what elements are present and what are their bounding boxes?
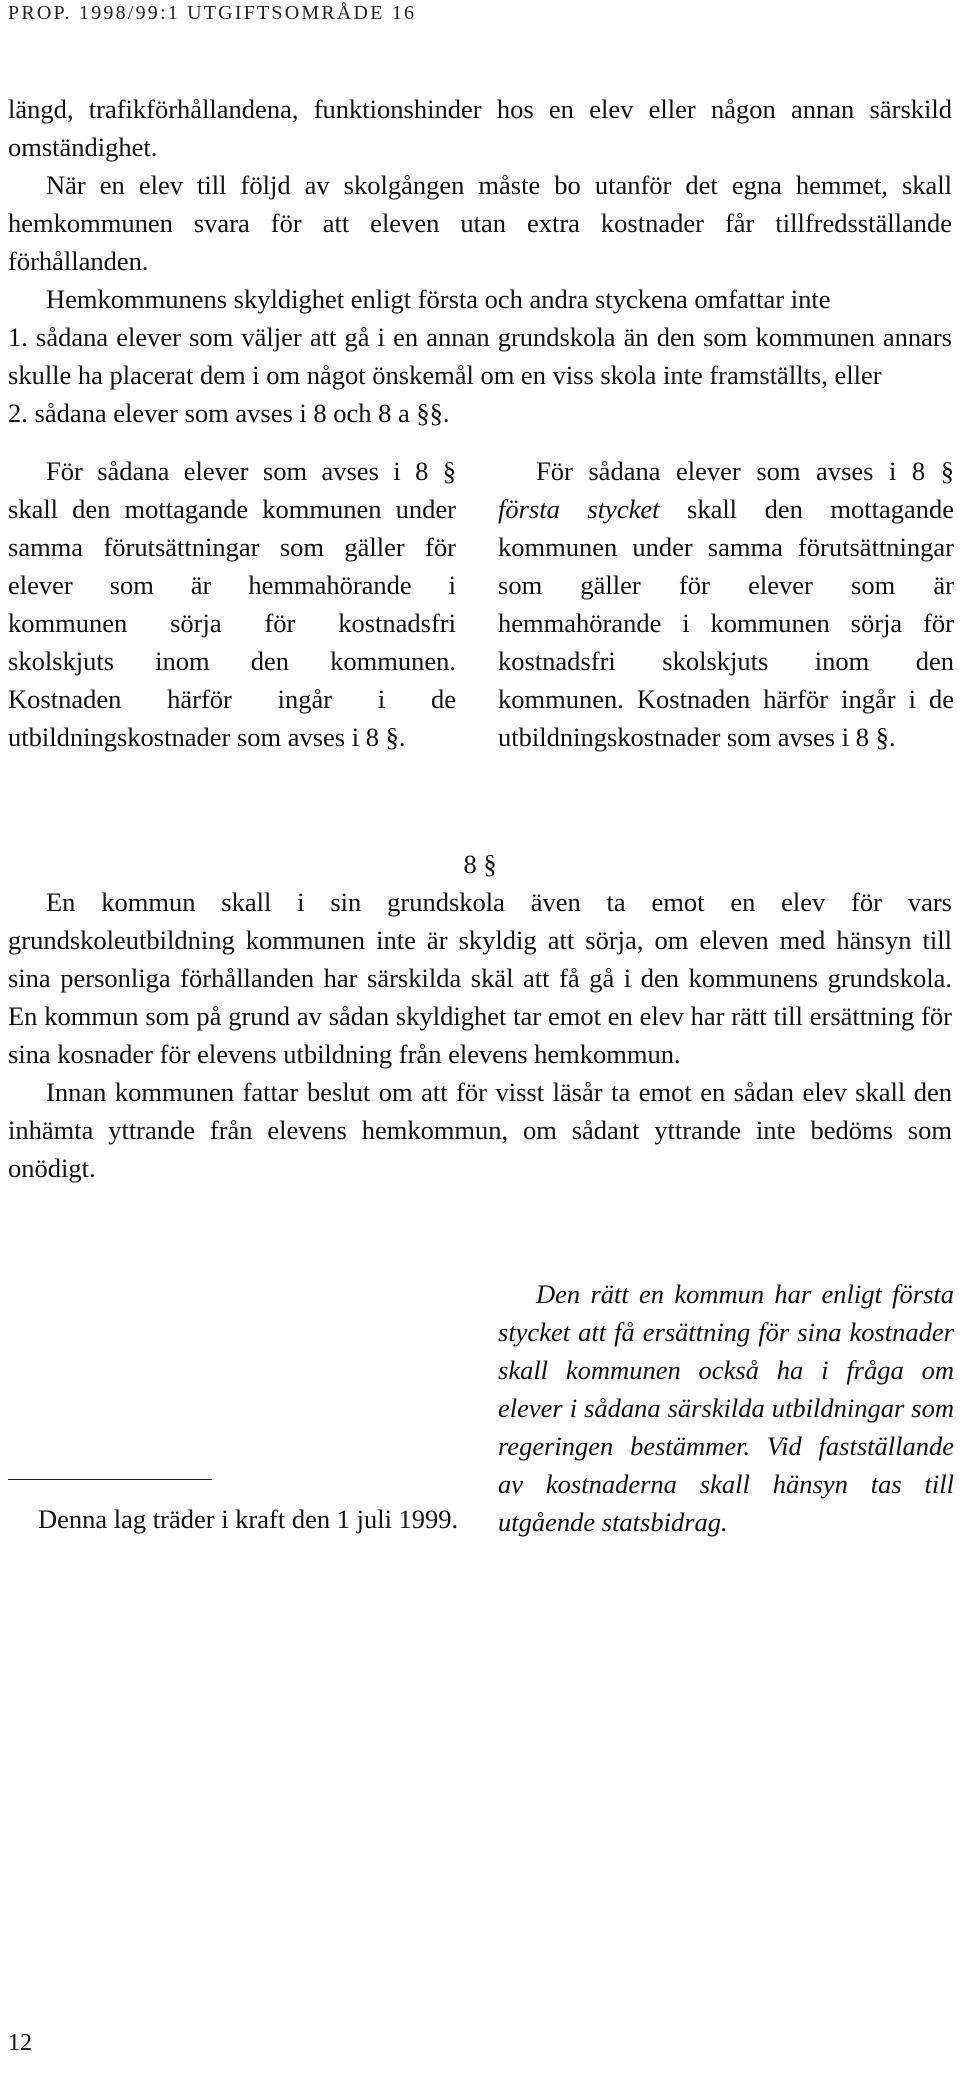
list-item-1: 1. sådana elever som väljer att gå i en annan grundskola än den som kommunen annars skulle ha placerat dem i om något önskemål om en viss skola inte framställts, eller	[8, 322, 952, 390]
proposed-wording-column	[498, 452, 954, 756]
intro-paragraph-2: När en elev till följd av skolgången måste bo utanför det egna hemmet, skall hemkommunen svara för att eleven utan extra kostnader får tillfredsställande förhållanden.	[8, 170, 952, 276]
page-number: 12	[8, 2030, 32, 2056]
current-wording-paragraph: För sådana elever som avses i 8 § skall den mottagande kommunen under samma förutsättningar som gäller för elever som är hemmahörande i kommunen sörja för kostnadsfri skolskjuts inom den kommunen. Kostnaden härför ingår i de utbildningskostnader som avses i 8 §.	[8, 456, 456, 752]
section-body	[8, 883, 952, 1187]
footnote-rule	[8, 1479, 212, 1480]
entry-into-force: Denna lag träder i kraft den 1 juli 1999.	[38, 1504, 459, 1534]
proposed-text-before: För sådana elever som avses i 8 §	[536, 456, 954, 486]
section-paragraph-1: En kommun skall i sin grundskola även ta emot en elev för vars grundskoleutbildning kommunen inte är skyldig att sörja, om eleven med hänsyn till sina personliga förhållanden har särskilda skäl att få gå i den kommunens grundskola. En kommun som på grund av sådan skyldighet tar emot en elev har rätt till ersättning för sina kosnader för elevens utbildning från elevens hemkommun.	[8, 887, 952, 1069]
intro-paragraph-3: Hemkommunens skyldighet enligt första och andra styckena omfattar inte	[46, 284, 831, 314]
current-wording-column	[8, 452, 456, 756]
intro-paragraph-1: längd, trafikförhållandena, funktionshinder hos en elev eller någon annan särskild omständighet.	[8, 94, 952, 162]
intro-text	[8, 90, 952, 432]
section-paragraph-2: Innan kommunen fattar beslut om att för visst läsår ta emot en sådan elev skall den inhämta yttrande från elevens hemkommun, om sådant yttrande inte bedöms som onödigt.	[8, 1077, 952, 1183]
list-item-2: 2. sådana elever som avses i 8 och 8 a §§.	[8, 398, 450, 428]
proposed-italic-reference: första stycket	[498, 494, 660, 524]
new-paragraph-proposed	[498, 1275, 954, 1541]
proposed-wording-paragraph	[498, 452, 954, 756]
section-heading: 8 §	[463, 849, 497, 879]
proposed-text-after: skall den mottagande kommunen under samma förutsättningar som gäller för elever som är hemmahörande i kommunen sörja för kostnadsfri skolskjuts inom den kommunen. Kostnaden härför ingår i de utbildningskostnader som avses i 8 §.	[498, 494, 954, 752]
running-head: PROP. 1998/99:1 UTGIFTSOMRÅDE 16	[8, 2, 417, 24]
new-paragraph-text: Den rätt en kommun har enligt första stycket att få ersättning för sina kostnader skall kommunen också ha i fråga om elever i sådana särskilda utbildningar som regeringen bestämmer. Vid fastställande av kostnaderna skall hänsyn tas till utgående statsbidrag.	[498, 1279, 954, 1537]
